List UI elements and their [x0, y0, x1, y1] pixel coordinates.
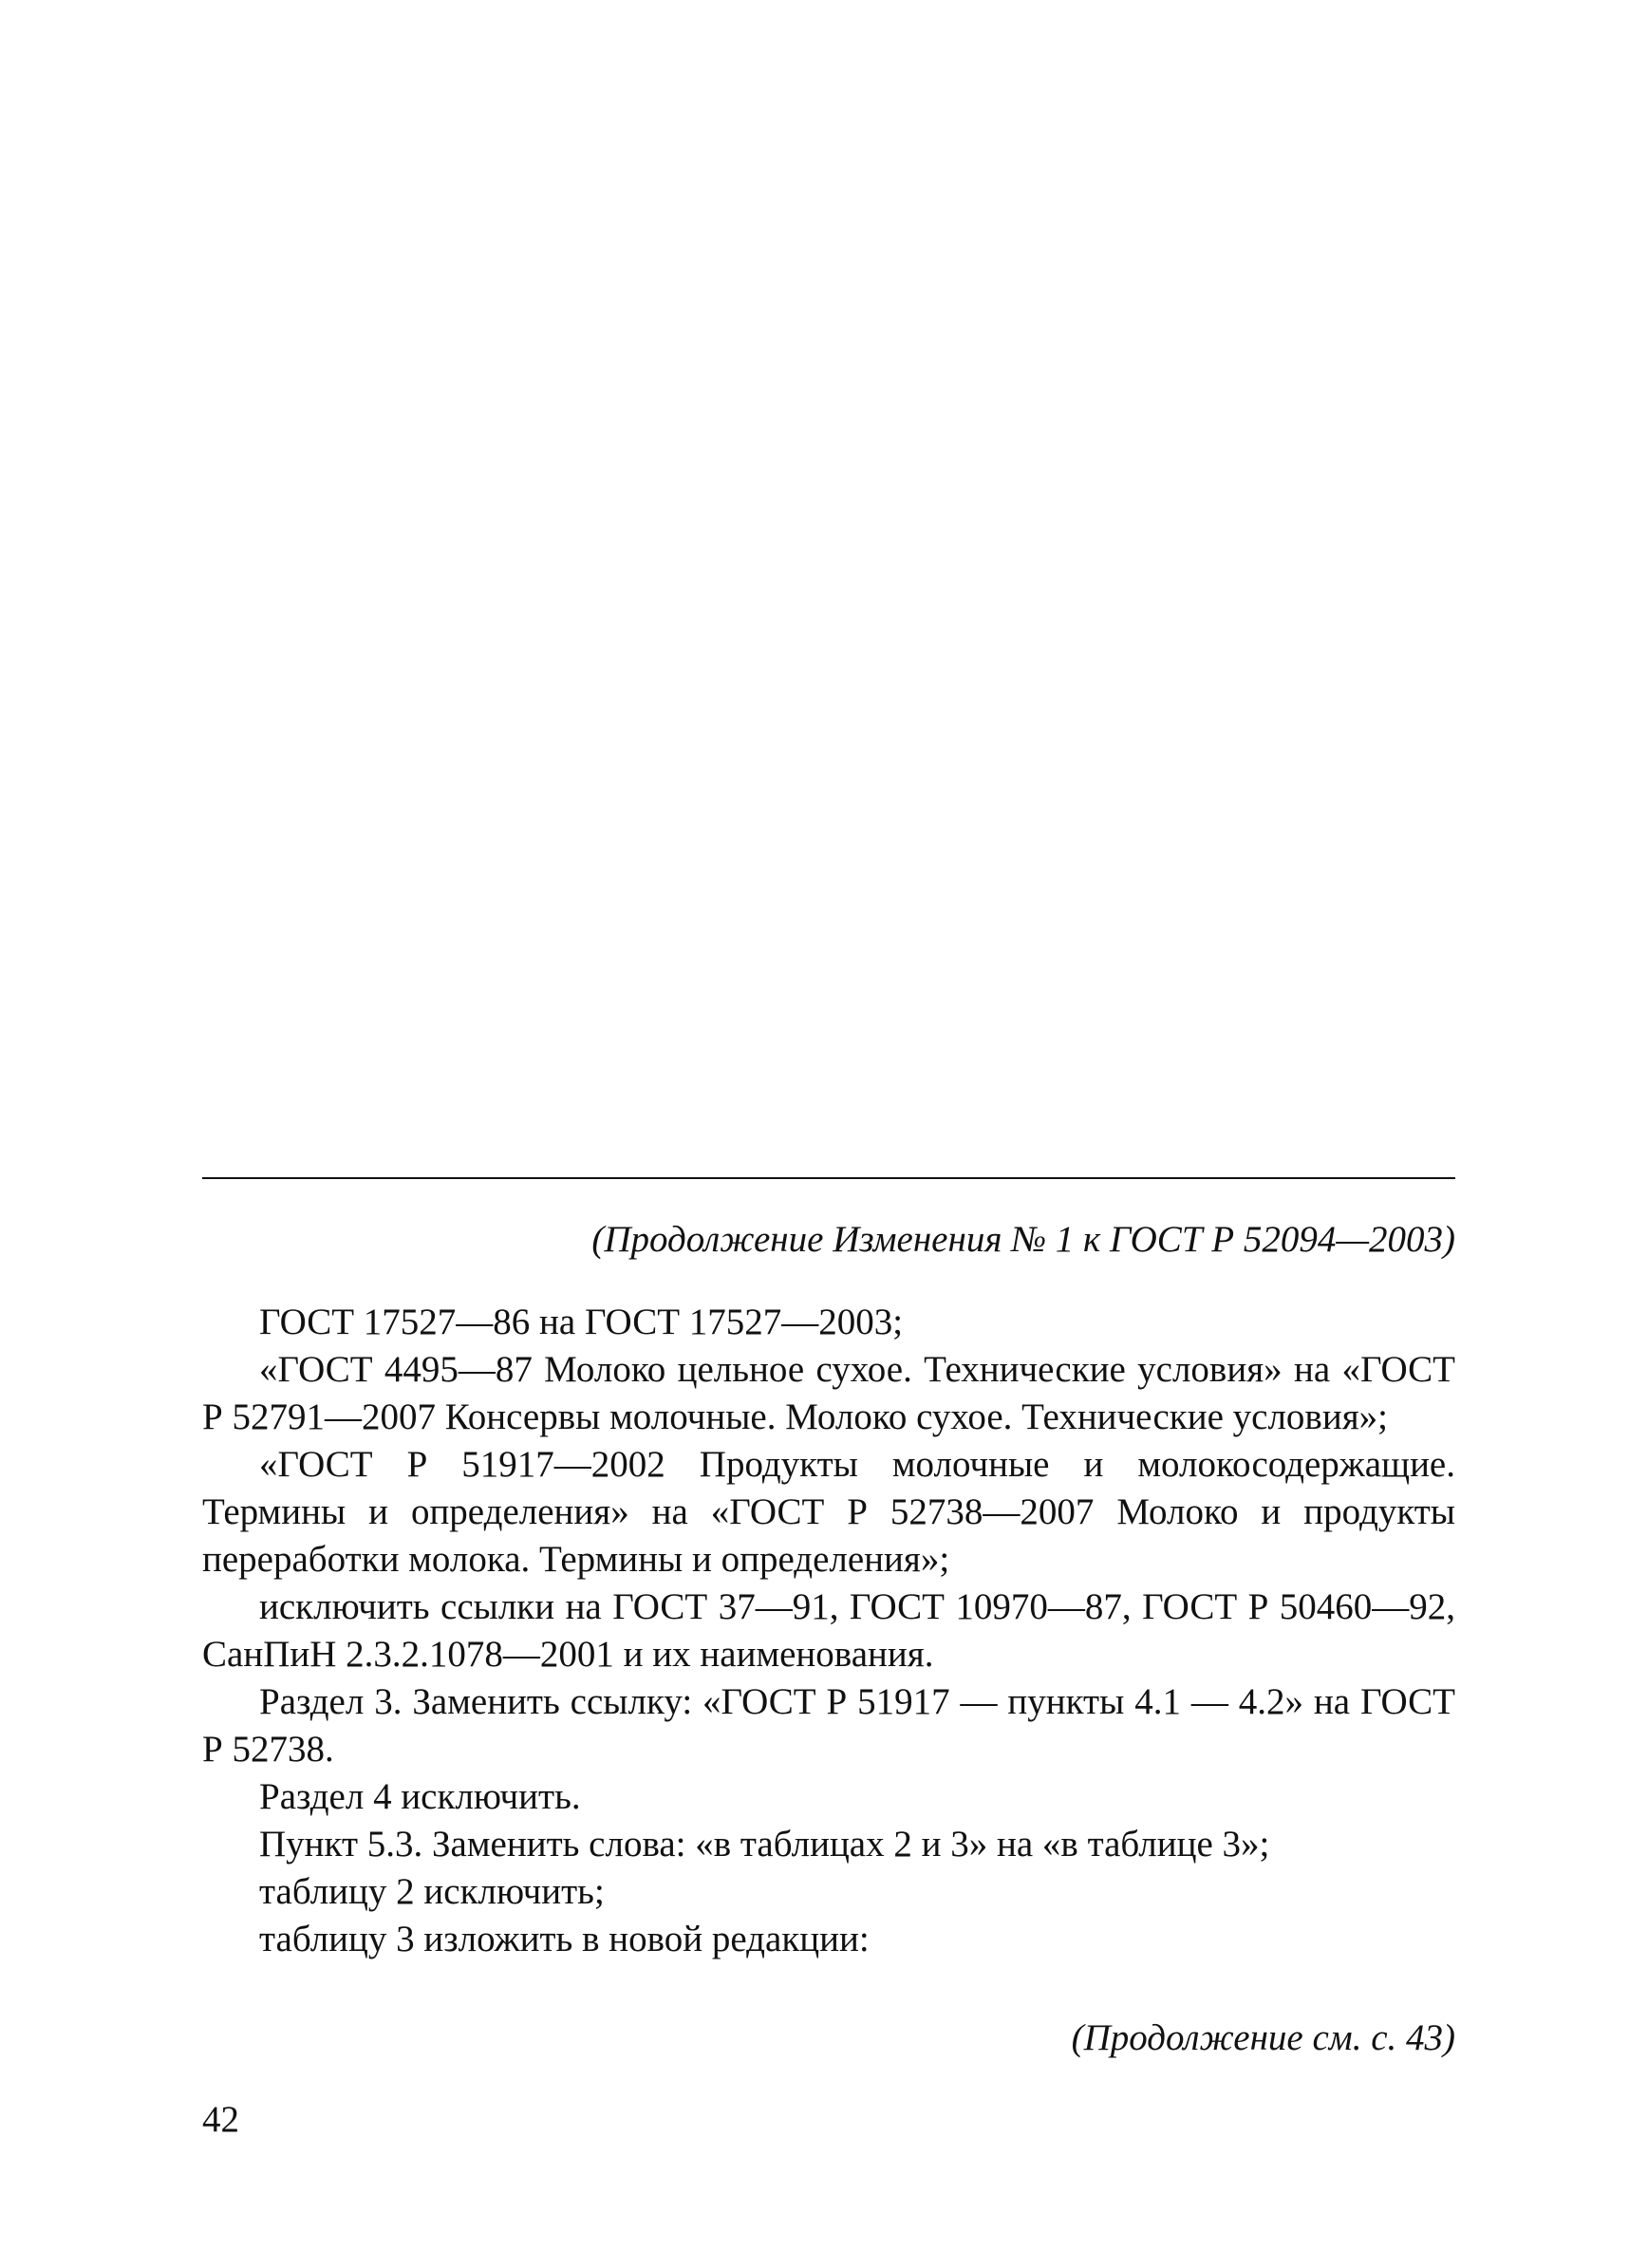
paragraph-7: Пункт 5.3. Заменить слова: «в таблицах 2 и 3» на «в таблице 3»; — [259, 1824, 1270, 1865]
header-divider-rule — [202, 1177, 1455, 1179]
page-number: 42 — [202, 2099, 239, 2140]
paragraph-2: «ГОСТ 4495—87 Молоко цельное сухое. Технические условия» на «ГОСТ Р 52791—2007 Консервы молочные. Молоко сухое. Технические условия»; — [202, 1349, 1455, 1437]
continuation-header: (Продолжение Изменения № 1 к ГОСТ Р 52094—2003) — [591, 1219, 1455, 1260]
paragraph-3: «ГОСТ Р 51917—2002 Продукты молочные и молокосодержащие. Термины и определения» на «ГОСТ Р 52738—2007 Молоко и продукты переработки молока. Термины и определения»; — [202, 1444, 1455, 1580]
paragraph-8: таблицу 2 исключить; — [259, 1871, 605, 1912]
continuation-footer: (Продолжение см. с. 43) — [1071, 2017, 1455, 2058]
body-text — [202, 1299, 1455, 1963]
paragraph-9: таблицу 3 изложить в новой редакции: — [259, 1919, 870, 1959]
paragraph-5: Раздел 3. Заменить ссылку: «ГОСТ Р 51917 — пункты 4.1 — 4.2» на ГОСТ Р 52738. — [202, 1681, 1455, 1770]
paragraph-1: ГОСТ 17527—86 на ГОСТ 17527—2003; — [259, 1302, 904, 1342]
paragraph-4: исключить ссылки на ГОСТ 37—91, ГОСТ 10970—87, ГОСТ Р 50460—92, СанПиН 2.3.2.1078—2001 и их наименования. — [202, 1586, 1455, 1675]
paragraph-6: Раздел 4 исключить. — [259, 1776, 581, 1817]
